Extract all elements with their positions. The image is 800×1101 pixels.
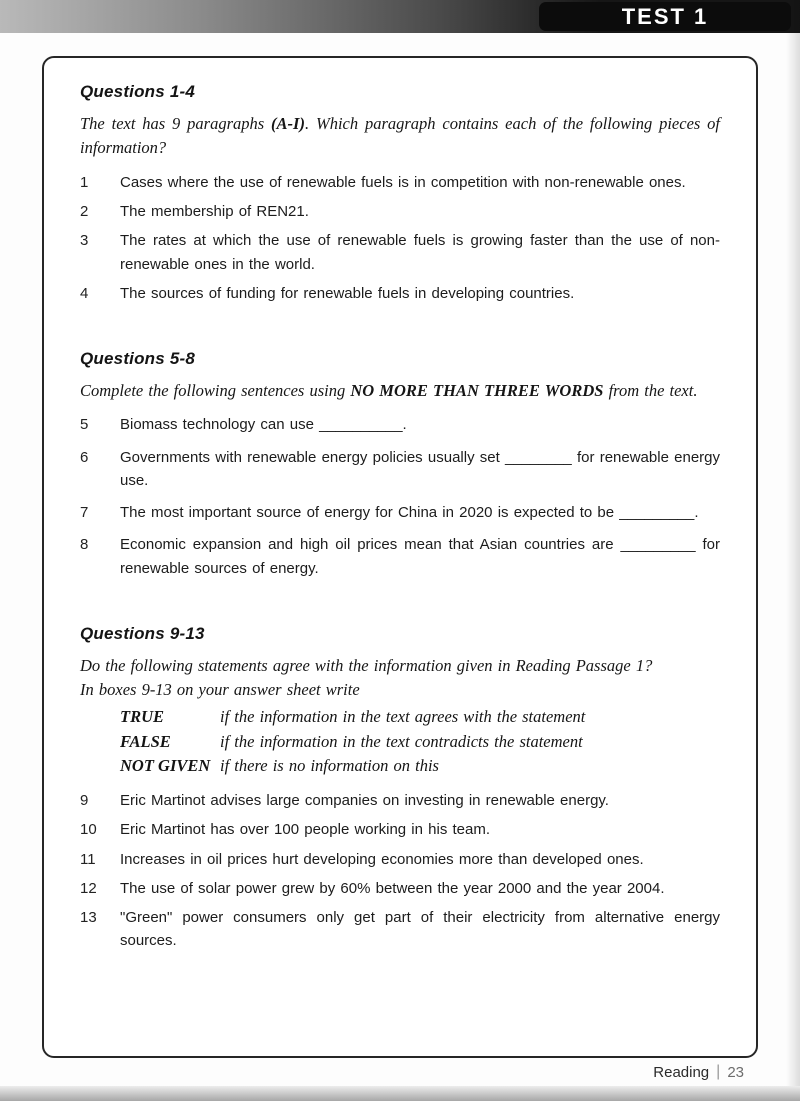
section-instructions	[80, 112, 720, 161]
question-number: 2	[80, 203, 89, 221]
question-number: 11	[80, 850, 96, 868]
question-text: "Green" power consumers only get part of their electricity from alternative energy sources.	[120, 909, 720, 950]
question-number: 7	[80, 504, 89, 522]
question-number: 8	[80, 536, 89, 554]
question-item	[80, 200, 720, 223]
answer-key-row	[120, 730, 720, 755]
question-item	[80, 446, 720, 493]
answer-key	[120, 705, 720, 779]
question-text: Economic expansion and high oil prices mean that Asian countries are _________ for renewable sources of energy.	[120, 536, 720, 577]
question-number: 13	[80, 909, 97, 927]
question-list	[80, 171, 720, 305]
scan-edge-right	[786, 0, 800, 1101]
question-text: Biomass technology can use __________.	[120, 416, 407, 434]
answer-key-desc: if there is no information on this	[220, 756, 439, 776]
page-footer	[653, 1063, 744, 1081]
instr-text-post: . Which paragraph contains each of the following pieces of information?	[80, 114, 721, 158]
section-questions-5-8	[80, 349, 720, 580]
section-heading: Questions 9-13	[80, 623, 205, 643]
answer-key-desc: if the information in the text agrees with the statement	[220, 706, 586, 726]
section-questions-1-4	[80, 82, 720, 305]
question-text: The membership of REN21.	[120, 203, 309, 221]
test-title-badge	[539, 2, 791, 31]
question-item	[80, 501, 720, 524]
section-instructions: Do the following statements agree with the information given in Reading Passage 1?	[80, 655, 653, 675]
question-number: 9	[80, 792, 89, 810]
question-item	[80, 171, 720, 194]
section-instructions	[80, 379, 720, 403]
footer-section-label: Reading	[653, 1063, 710, 1081]
question-item	[80, 818, 720, 841]
section-questions-9-13	[80, 624, 720, 953]
question-text: The sources of funding for renewable fuels in developing countries.	[120, 284, 575, 302]
question-text: The rates at which the use of renewable fuels is growing faster than the use of non-renewable ones in the world.	[120, 232, 720, 273]
answer-key-desc: if the information in the text contradicts the statement	[220, 731, 583, 751]
header-bar	[0, 0, 800, 33]
section-heading: Questions 5-8	[80, 349, 196, 369]
question-item	[80, 533, 720, 580]
question-text: The use of solar power grew by 60% between the year 2000 and the year 2004.	[120, 879, 665, 897]
question-item	[80, 229, 720, 276]
content-frame	[42, 56, 758, 1058]
answer-key-row	[120, 705, 720, 730]
question-text: Cases where the use of renewable fuels is in competition with non-renewable ones.	[120, 173, 686, 191]
question-item	[80, 789, 720, 812]
question-number: 12	[80, 879, 97, 897]
question-text: Governments with renewable energy policies usually set ________ for renewable energy use.	[120, 448, 720, 489]
question-list	[80, 413, 720, 580]
question-number: 1	[80, 173, 89, 191]
question-list	[80, 789, 720, 953]
instr-text-pre: The text has 9 paragraphs	[80, 114, 272, 133]
footer-page-number: 23	[727, 1063, 744, 1081]
question-number: 4	[80, 284, 89, 302]
question-text: Eric Martinot has over 100 people working in his team.	[120, 821, 491, 839]
instr-text-post: from the text.	[603, 381, 698, 401]
question-number: 5	[80, 416, 89, 434]
instr-text-bold: (A-I)	[271, 114, 305, 133]
question-number: 3	[80, 232, 89, 250]
scan-edge-bottom	[0, 1086, 800, 1101]
question-text: Eric Martinot advises large companies on investing in renewable energy.	[120, 792, 609, 810]
instr-text-pre: Complete the following sentences using	[80, 381, 351, 401]
question-number: 6	[80, 448, 89, 466]
question-text: The most important source of energy for China in 2020 is expected to be _________.	[120, 504, 699, 522]
question-item	[80, 413, 720, 436]
test-title: TEST 1	[621, 3, 709, 29]
answer-key-row	[120, 754, 720, 779]
question-item	[80, 848, 720, 871]
footer-separator: |	[716, 1063, 721, 1080]
question-item	[80, 877, 720, 900]
answer-key-term: TRUE	[120, 706, 165, 726]
question-item	[80, 282, 720, 305]
instr-text-bold: NO MORE THAN THREE WORDS	[350, 381, 604, 401]
question-item	[80, 906, 720, 953]
answer-key-term: FALSE	[120, 731, 171, 751]
question-text: Increases in oil prices hurt developing economies more than developed ones.	[120, 850, 644, 868]
question-number: 10	[80, 821, 97, 839]
section-heading: Questions 1-4	[80, 82, 196, 101]
answer-key-term: NOT GIVEN	[120, 756, 211, 776]
answer-sheet-note: In boxes 9-13 on your answer sheet write	[80, 680, 360, 700]
